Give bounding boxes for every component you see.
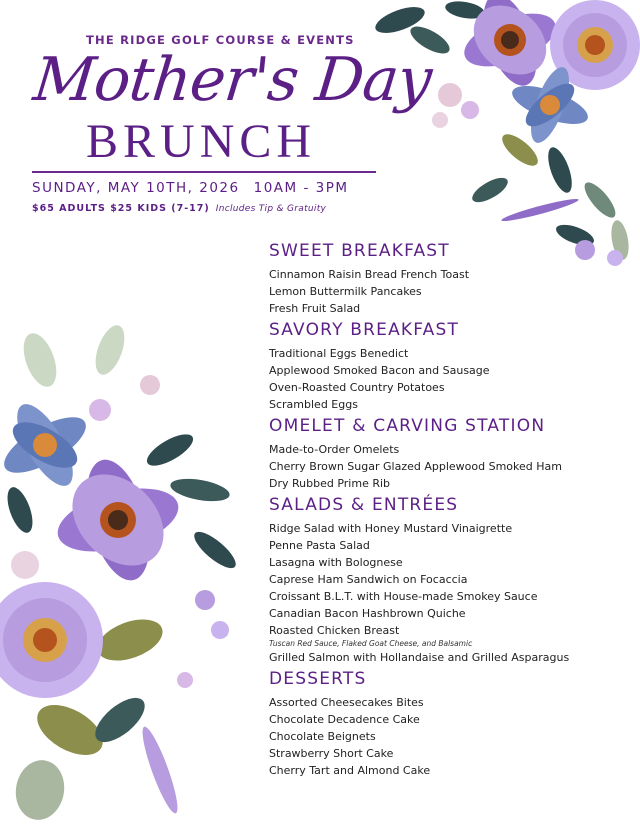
menu-item: Grilled Salmon with Hollandaise and Grilled Asparagus bbox=[269, 651, 570, 664]
menu-item: Ridge Salad with Honey Mustard Vinaigrette bbox=[269, 522, 513, 535]
menu-item: Caprese Ham Sandwich on Focaccia bbox=[269, 573, 468, 586]
menu-item: Assorted Cheesecakes Bites bbox=[269, 696, 424, 709]
menu-item: Fresh Fruit Salad bbox=[269, 302, 361, 315]
floral-illustration-left bbox=[0, 320, 250, 828]
small-buds bbox=[432, 83, 623, 266]
menu-item: Scrambled Eggs bbox=[269, 398, 358, 411]
menu-section bbox=[269, 668, 629, 779]
menu-item: Canadian Bacon Hashbrown Quiche bbox=[269, 607, 466, 620]
menu-item: Lemon Buttermilk Pancakes bbox=[269, 285, 422, 298]
menu-item: Penne Pasta Salad bbox=[269, 539, 370, 552]
pricing-note: Includes Tip & Gratuity bbox=[215, 204, 327, 214]
menu-list bbox=[269, 240, 629, 781]
menu-section-title: DESSERTS bbox=[269, 669, 367, 689]
event-time: 10AM - 3PM bbox=[253, 180, 349, 196]
menu-section-title: OMELET & CARVING STATION bbox=[269, 416, 546, 436]
menu-item: Chocolate Decadence Cake bbox=[269, 713, 420, 726]
pricing: $65 ADULTS $25 KIDS (7-17) bbox=[32, 203, 210, 214]
menu-item: Croissant B.L.T. with House-made Smokey Sauce bbox=[269, 590, 538, 603]
menu-item: Strawberry Short Cake bbox=[269, 747, 394, 760]
menu-item: Cinnamon Raisin Bread French Toast bbox=[269, 268, 470, 281]
menu-section bbox=[269, 494, 629, 666]
menu-item: Lasagna with Bolognese bbox=[269, 556, 403, 569]
menu-item: Dry Rubbed Prime Rib bbox=[269, 477, 391, 490]
menu-section bbox=[269, 319, 629, 413]
event-title-main: BRUNCH bbox=[86, 115, 317, 168]
menu-item: Applewood Smoked Bacon and Sausage bbox=[269, 364, 490, 377]
venue-name: THE RIDGE GOLF COURSE & EVENTS bbox=[86, 33, 355, 47]
menu-section-title: SALADS & ENTRÉES bbox=[269, 495, 459, 515]
event-title-script: Mother's Day bbox=[30, 45, 435, 115]
event-date: SUNDAY, MAY 10TH, 2026 bbox=[32, 180, 240, 196]
menu-item-note: Tuscan Red Sauce, Flaked Goat Cheese, and Balsamic bbox=[269, 639, 473, 648]
menu-item: Made-to-Order Omelets bbox=[269, 443, 400, 456]
menu-item: Traditional Eggs Benedict bbox=[269, 347, 409, 360]
menu-item: Cherry Brown Sugar Glazed Applewood Smoked Ham bbox=[269, 460, 562, 473]
menu-item: Oven-Roasted Country Potatoes bbox=[269, 381, 445, 394]
header-divider bbox=[32, 171, 376, 173]
menu-item: Chocolate Beignets bbox=[269, 730, 376, 743]
flower-rose-left bbox=[0, 582, 103, 698]
menu-section-title: SWEET BREAKFAST bbox=[269, 241, 450, 261]
menu-item: Roasted Chicken Breast bbox=[269, 624, 400, 637]
menu-section bbox=[269, 240, 629, 317]
event-dateline bbox=[32, 180, 349, 196]
menu-section-title: SAVORY BREAKFAST bbox=[269, 320, 460, 340]
menu-section bbox=[269, 415, 629, 492]
menu-item: Cherry Tart and Almond Cake bbox=[269, 764, 431, 777]
flower-blue-left bbox=[0, 396, 94, 494]
pricing-line bbox=[32, 203, 326, 214]
